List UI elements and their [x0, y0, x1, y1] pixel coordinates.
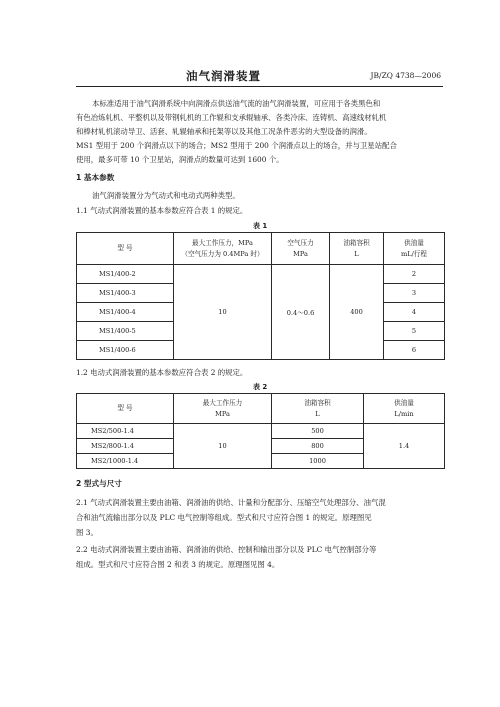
cell-tank: 1000 — [272, 454, 364, 469]
cell-model: MS1/400-3 — [77, 284, 174, 303]
header-tank — [330, 233, 384, 265]
cell-supply: 2 — [384, 265, 445, 284]
section-text: 油气润滑装置分为气动式和电动式两种类型。 — [92, 191, 240, 200]
cell-supply: 4 — [384, 303, 445, 322]
header-supply-line: 供油量 — [404, 238, 424, 247]
header-tank-line: 油箱容积 — [343, 238, 370, 247]
header-pressure — [174, 233, 272, 265]
page-header — [76, 68, 443, 87]
table-row — [77, 424, 445, 439]
cell-air-pressure: 0.4～0.6 — [272, 265, 330, 360]
table-caption: 表 2 — [253, 383, 268, 391]
cell-tank: 500 — [272, 424, 364, 439]
cell-supply: 5 — [384, 322, 445, 341]
paragraph-line: 2.1 气动式润滑装置主要由油箱、润滑油的供给、计量和分配部分、压缩空气处理部分、油气混 — [76, 498, 386, 507]
table-caption: 表 1 — [253, 222, 268, 230]
cell-model: MS1/400-4 — [77, 303, 174, 322]
header-air-line: MPa — [293, 249, 308, 258]
header-air-pressure — [272, 233, 330, 265]
item-text: 1.1 气动式润滑装置的基本参数应符合表 1 的规定。 — [76, 206, 248, 215]
header-model: 型 号 — [77, 394, 174, 424]
cell-model: MS1/400-2 — [77, 265, 174, 284]
header-pressure-line: 最大工作压力 — [202, 398, 243, 407]
table-header-row — [77, 394, 445, 424]
item-text: 1.2 电动式润滑装置的基本参数应符合表 2 的规定。 — [76, 368, 248, 377]
parameter-table-1 — [76, 232, 445, 360]
cell-model: MS2/800-1.4 — [77, 439, 174, 454]
header-air-line: 空气压力 — [287, 238, 314, 247]
header-tank-line: 油箱容积 — [304, 398, 331, 407]
header-supply — [384, 233, 445, 265]
intro-line: 使用，最多可带 10 个卫星站，润滑点的数量可达到 1600 个。 — [76, 155, 284, 164]
table-row — [77, 265, 445, 284]
paragraph-line: 组成。型式和尺寸应符合图 2 和表 3 的规定。原理图见图 4。 — [76, 560, 280, 569]
cell-model: MS2/1000-1.4 — [77, 454, 174, 469]
intro-line: 和棒材轧机滚动导卫、活套、轧辊轴承和托架等以及其他工况条件恶劣的大型设备的润滑。 — [76, 127, 372, 136]
paragraph-line: 2.2 电动式润滑装置主要由油箱、润滑油的供给、控制和输出部分以及 PLC 电气控制部分等 — [76, 545, 377, 554]
cell-model: MS1/400-5 — [77, 322, 174, 341]
cell-model: MS1/400-6 — [77, 341, 174, 360]
cell-supply: 6 — [384, 341, 445, 360]
intro-line: 本标准适用于油气润滑系统中向润滑点供送油气流的油气润滑装置，可应用于各类黑色和 — [92, 99, 381, 108]
parameter-table-2 — [76, 393, 445, 469]
paragraph-line: 图 3。 — [76, 528, 98, 537]
paragraph-line: 合和油气流输出部分以及 PLC 电气控制等组成。型式和尺寸应符合图 1 的规定。原理图见 — [76, 513, 372, 522]
cell-pressure: 10 — [174, 424, 272, 469]
header-flow-line: 供油量 — [394, 398, 414, 407]
header-pressure-line: 最大工作压力，MPa — [192, 238, 253, 247]
header-model: 型 号 — [77, 233, 174, 265]
header-tank-line: L — [315, 409, 320, 418]
header-pressure-line: （空气压力为 0.4MPa 时） — [181, 249, 264, 258]
header-supply-line: mL/行程 — [400, 249, 428, 258]
section-heading: 1 基本参数 — [76, 173, 115, 182]
cell-pressure: 10 — [174, 265, 272, 360]
cell-supply: 3 — [384, 284, 445, 303]
intro-line: 有色冶炼轧机、平整机以及带钢轧机的工作辊和支承辊轴承、各类冷床、连铸机、高速线材轧机 — [76, 113, 387, 122]
header-pressure — [174, 394, 272, 424]
cell-tank: 800 — [272, 439, 364, 454]
table-header-row — [77, 233, 445, 265]
header-tank-line: L — [354, 249, 359, 258]
header-tank — [272, 394, 364, 424]
header-pressure-line: MPa — [215, 409, 230, 418]
section-heading: 2 型式与尺寸 — [76, 479, 122, 488]
cell-tank: 400 — [330, 265, 384, 360]
document-title: 油气润滑装置 — [186, 69, 261, 83]
header-flow — [364, 394, 445, 424]
cell-model: MS2/500-1.4 — [77, 424, 174, 439]
header-flow-line: L/min — [394, 409, 414, 418]
standard-number: JB/ZQ 4738—2006 — [370, 71, 441, 80]
cell-flow: 1.4 — [364, 424, 445, 469]
intro-line: MS1 型用于 200 个润滑点以下的场合；MS2 型用于 200 个润滑点以上的场合，并与卫星站配合 — [76, 141, 397, 150]
